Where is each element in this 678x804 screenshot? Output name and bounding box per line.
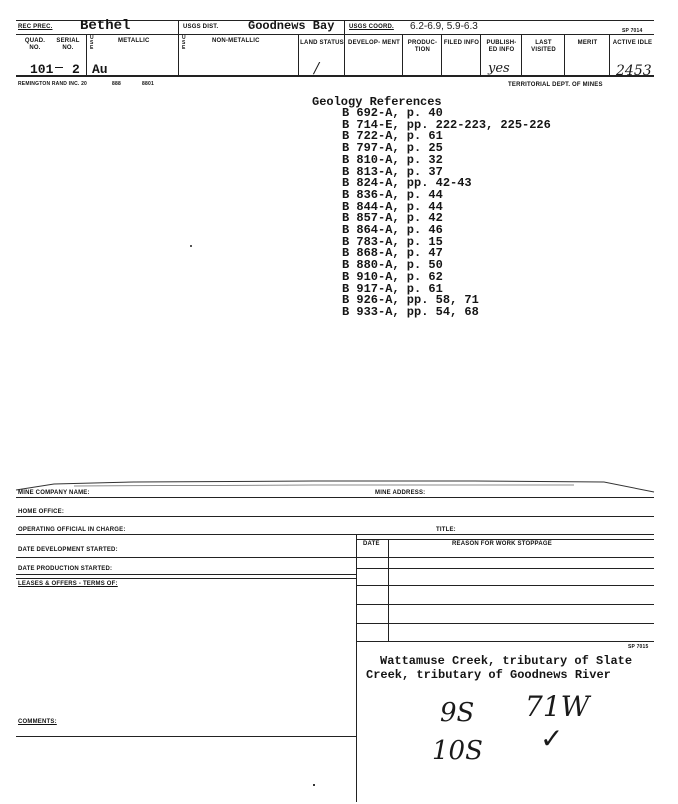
form-rule	[16, 497, 654, 498]
use-letters-metallic: U S E	[90, 35, 94, 51]
quad-no-value: 101	[30, 62, 54, 77]
header-mid-rule	[16, 34, 654, 35]
dept-label: TERRITORIAL DEPT. OF MINES	[508, 82, 603, 88]
rec-prec-label: REC PREC.	[18, 24, 53, 30]
use-letters-nonmetallic: U S E	[182, 35, 186, 51]
reference-item: B 864-A, p. 46	[342, 223, 443, 237]
reference-item: B 813-A, p. 37	[342, 164, 443, 179]
reference-item: B 926-A, pp. 58, 71	[342, 293, 479, 308]
home-office-label: HOME OFFICE:	[18, 509, 65, 515]
mine-company-label: MINE COMPANY NAME:	[18, 490, 90, 496]
col-divider	[178, 20, 179, 75]
form-rule	[16, 574, 356, 575]
form-rule	[356, 539, 654, 540]
leases-offers-label: LEASES & OFFERS - TERMS OF:	[18, 581, 118, 587]
usgs-coord-value: 6.2-6.9, 5.9-6.3	[410, 21, 478, 32]
rec-prec-value: Bethel	[80, 18, 131, 34]
township-note-2: 10S	[432, 736, 483, 766]
reference-item: B 810-A, p. 32	[342, 152, 443, 167]
form-rule	[16, 516, 654, 517]
references-title: Geology References	[312, 95, 442, 109]
mine-address-label: MINE ADDRESS:	[375, 490, 426, 496]
development-label: DEVELOP- MENT	[348, 40, 400, 46]
location-line-2: Creek, tributary of Goodnews River	[366, 668, 611, 682]
reference-item: B 857-A, p. 42	[342, 211, 443, 226]
published-info-value: yes	[488, 61, 510, 76]
reference-item: B 933-A, pp. 54, 68	[342, 304, 479, 319]
usgs-dist-label: USGS DIST.	[183, 24, 219, 30]
date-col-divider	[388, 539, 389, 641]
usgs-coord-label: USGS COORD.	[349, 24, 394, 30]
metallic-label: METALLIC	[118, 38, 150, 44]
production-label: PRODUC- TION	[407, 40, 438, 53]
serial-no-value: 2	[72, 62, 80, 77]
form-center-divider	[356, 534, 357, 802]
stoppage-row-rule	[356, 568, 654, 569]
form-number-top: SP 7014	[622, 28, 643, 34]
col-divider	[402, 34, 403, 75]
serial-no-label: SERIAL NO.	[56, 38, 80, 51]
operating-official-label: OPERATING OFFICIAL IN CHARGE:	[18, 527, 126, 533]
usgs-dist-value: Goodnews Bay	[248, 19, 335, 33]
check-mark: ✓	[540, 722, 564, 755]
land-status-mark: /	[314, 59, 320, 77]
stoppage-row-rule	[356, 604, 654, 605]
range-note: 71W	[525, 690, 590, 723]
form-rule	[16, 534, 654, 535]
form-rule	[16, 557, 654, 558]
title-label: TITLE:	[436, 527, 456, 533]
nonmetallic-label: NON-METALLIC	[212, 38, 260, 44]
col-divider	[521, 34, 522, 75]
reference-item: B 722-A, p. 61	[342, 129, 443, 144]
reference-item: B 868-A, p. 47	[342, 246, 443, 261]
filed-info-label: FILED INFO	[443, 40, 480, 46]
reference-item: B 836-A, p. 44	[342, 187, 443, 202]
reference-item: B 797-A, p. 25	[342, 141, 443, 156]
reason-stoppage-label: REASON FOR WORK STOPPAGE	[452, 541, 552, 547]
col-divider	[86, 34, 87, 75]
merit-label: MERIT	[577, 40, 598, 46]
col-divider	[564, 34, 565, 75]
col-divider	[298, 34, 299, 75]
form-rule	[16, 578, 356, 579]
date-development-label: DATE DEVELOPMENT STARTED:	[18, 547, 118, 553]
speck	[190, 245, 192, 247]
reference-item: B 824-A, pp. 42-43	[342, 176, 472, 191]
metallic-value: Au	[92, 62, 108, 77]
reference-item: B 917-A, p. 61	[342, 281, 443, 296]
comments-rule	[16, 736, 356, 737]
col-divider	[480, 34, 481, 75]
location-line-1: Wattamuse Creek, tributary of Slate	[380, 654, 633, 668]
form-number-bottom: SP 7015	[628, 644, 649, 650]
comments-label: COMMENTS:	[18, 719, 57, 725]
printer-code: 888	[112, 81, 121, 87]
published-info-label: PUBLISH- ED INFO	[486, 40, 517, 53]
date-column-label: DATE	[363, 541, 380, 547]
speck	[313, 784, 315, 786]
active-idle-value: 2453	[616, 63, 652, 79]
col-divider	[441, 34, 442, 75]
torn-top-edge	[14, 472, 660, 494]
reference-item: B 692-A, p. 40	[342, 106, 443, 120]
reference-item: B 844-A, p. 44	[342, 199, 443, 214]
col-divider	[344, 20, 345, 75]
date-production-label: DATE PRODUCTION STARTED:	[18, 566, 113, 572]
header-bottom-rule	[16, 75, 654, 77]
quad-no-label: QUAD. NO.	[24, 38, 46, 51]
stoppage-row-rule	[356, 585, 654, 586]
reference-item: B 783-A, p. 15	[342, 234, 443, 249]
active-idle-label: ACTIVE IDLE	[612, 40, 653, 46]
printer-line: REMINGTON RAND INC. 20	[18, 81, 88, 87]
col-divider	[609, 34, 610, 75]
reference-item: B 880-A, p. 50	[342, 258, 443, 273]
quad-dash	[55, 67, 63, 68]
printer-code: 8801	[142, 81, 154, 87]
stoppage-row-rule	[356, 641, 654, 642]
township-note-1: 9S	[440, 698, 475, 728]
last-visited-label: LAST VISITED	[531, 40, 556, 53]
land-status-label: LAND STATUS	[300, 40, 344, 46]
reference-item: B 910-A, p. 62	[342, 269, 443, 284]
reference-item: B 714-E, pp. 222-223, 225-226	[342, 117, 551, 132]
stoppage-row-rule	[356, 623, 654, 624]
